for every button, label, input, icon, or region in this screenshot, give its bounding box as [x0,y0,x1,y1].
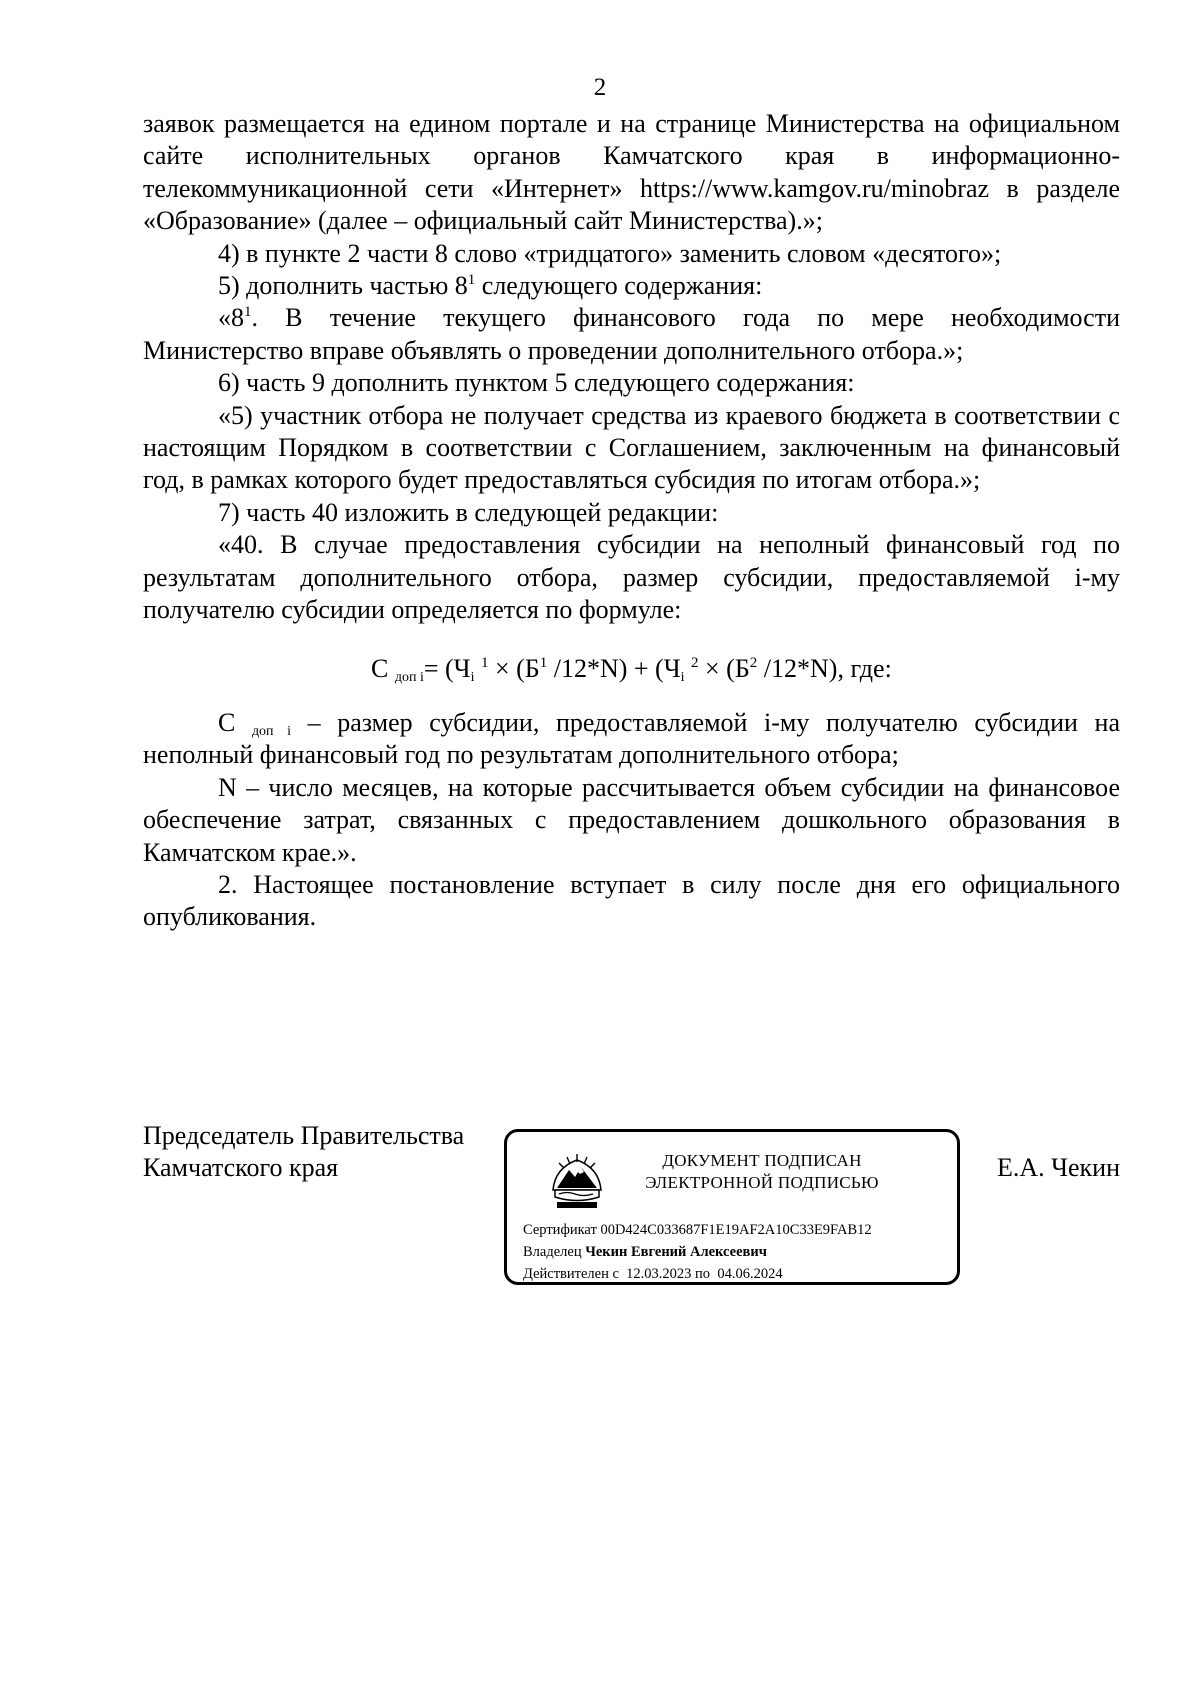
stamp-owner [523,1242,767,1262]
electronic-signature-stamp [504,1129,960,1285]
formula-part: /12*N) + (Ч [547,653,681,683]
text-span: 5) дополнить частью 8 [218,271,468,301]
formula-superscript: 1 [480,654,489,671]
stamp-validity [523,1264,783,1284]
text-span: следующего содержания: [475,271,763,301]
paragraph [143,707,1120,772]
stamp-title [617,1150,907,1194]
stamp-value: 04.06.2024 [717,1266,783,1282]
paragraph: «40. В случае предоставления субсидии на неполный финансовый год по результатам дополнительного отбора, размер субсидии, предоставляемой i-му получателю субсидии определяется по формуле: [143,530,1120,625]
stamp-title-line: ЭЛЕКТРОННОЙ ПОДПИСЬЮ [645,1173,879,1192]
stamp-certificate [523,1220,872,1240]
formula-part: С [371,653,389,683]
stamp-label: Действителен с [523,1266,619,1282]
signatory-name: Е.А. Чекин [996,1153,1120,1182]
formula-superscript: 2 [749,654,758,671]
signatory-position [143,1120,464,1185]
text-span: С [218,707,236,737]
formula-superscript: 1 [539,654,548,671]
document-body [143,108,1120,934]
stamp-value: 12.03.2023 [626,1266,692,1282]
paragraph [143,270,1120,302]
paragraph: «5) участник отбора не получает средства из краевого бюджета в соответствии с настоящим Порядком в соответствии с Соглашением, заключенным на финансовый год, в рамках которого будет предоставляться субсидия по итогам отбора.»; [143,400,1120,495]
text-span: «8 [218,303,244,333]
paragraph: N – число месяцев, на которые рассчитывается объем субсидии на финансовое обеспечение затрат, связанных с предоставлением дошкольного образования в Камчатском крае.». [143,772,1120,867]
paragraph: 4) в пункте 2 части 8 слово «тридцатого» заменить словом «десятого»; [218,238,1002,268]
formula-subscript: i [680,669,685,685]
formula-part: × (Б [698,653,750,683]
stamp-value: 00D424C033687F1E19AF2A10C33E9FAB12 [600,1222,872,1238]
kamchatka-emblem-icon [549,1150,605,1212]
subscript: доп i [251,723,292,739]
stamp-value: Чекин Евгений Алексеевич [585,1244,767,1260]
formula-part: = (Ч [423,653,471,683]
page-number: 2 [593,74,607,101]
text-span: – размер субсидии, предоставляемой i-му получателю субсидии на неполный финансовый год по результатам дополнительного отбора; [143,707,1120,770]
stamp-title-line: ДОКУМЕНТ ПОДПИСАН [662,1151,862,1170]
stamp-label: Владелец [523,1244,582,1260]
formula-part: × (Б [488,653,540,683]
formula [143,653,1120,685]
formula-subscript: i [470,669,475,685]
stamp-label: Сертификат [523,1222,597,1238]
paragraph: 7) часть 40 изложить в следующей редакции: [218,497,719,527]
position-line: Камчатского края [143,1153,339,1183]
text-span: . В течение текущего финансового года по мере необходимости Министерство вправе объявлять о проведении дополнительного отбора.»; [143,303,1120,365]
superscript: 1 [467,272,476,289]
paragraph: 6) часть 9 дополнить пунктом 5 следующего содержания: [218,368,855,398]
paragraph: заявок размещается на едином портале и на странице Министерства на официальном сайте исполнительных органов Камчатского края в информационно-телекоммуникационной сети «Интернет» https://www.kamgov.ru/minobraz в разделе «Образование» (далее – официальный сайт Министерства).»; [143,109,1120,236]
formula-superscript: 2 [691,654,699,671]
position-line: Председатель Правительства [143,1121,465,1150]
paragraph [143,302,1120,367]
formula-part: /12*N), где: [757,653,892,683]
formula-subscript: доп i [394,669,424,685]
stamp-label: по [695,1266,711,1282]
superscript: 1 [244,304,252,321]
paragraph: 2. Настоящее постановление вступает в силу после дня его официального опубликования. [143,869,1120,932]
